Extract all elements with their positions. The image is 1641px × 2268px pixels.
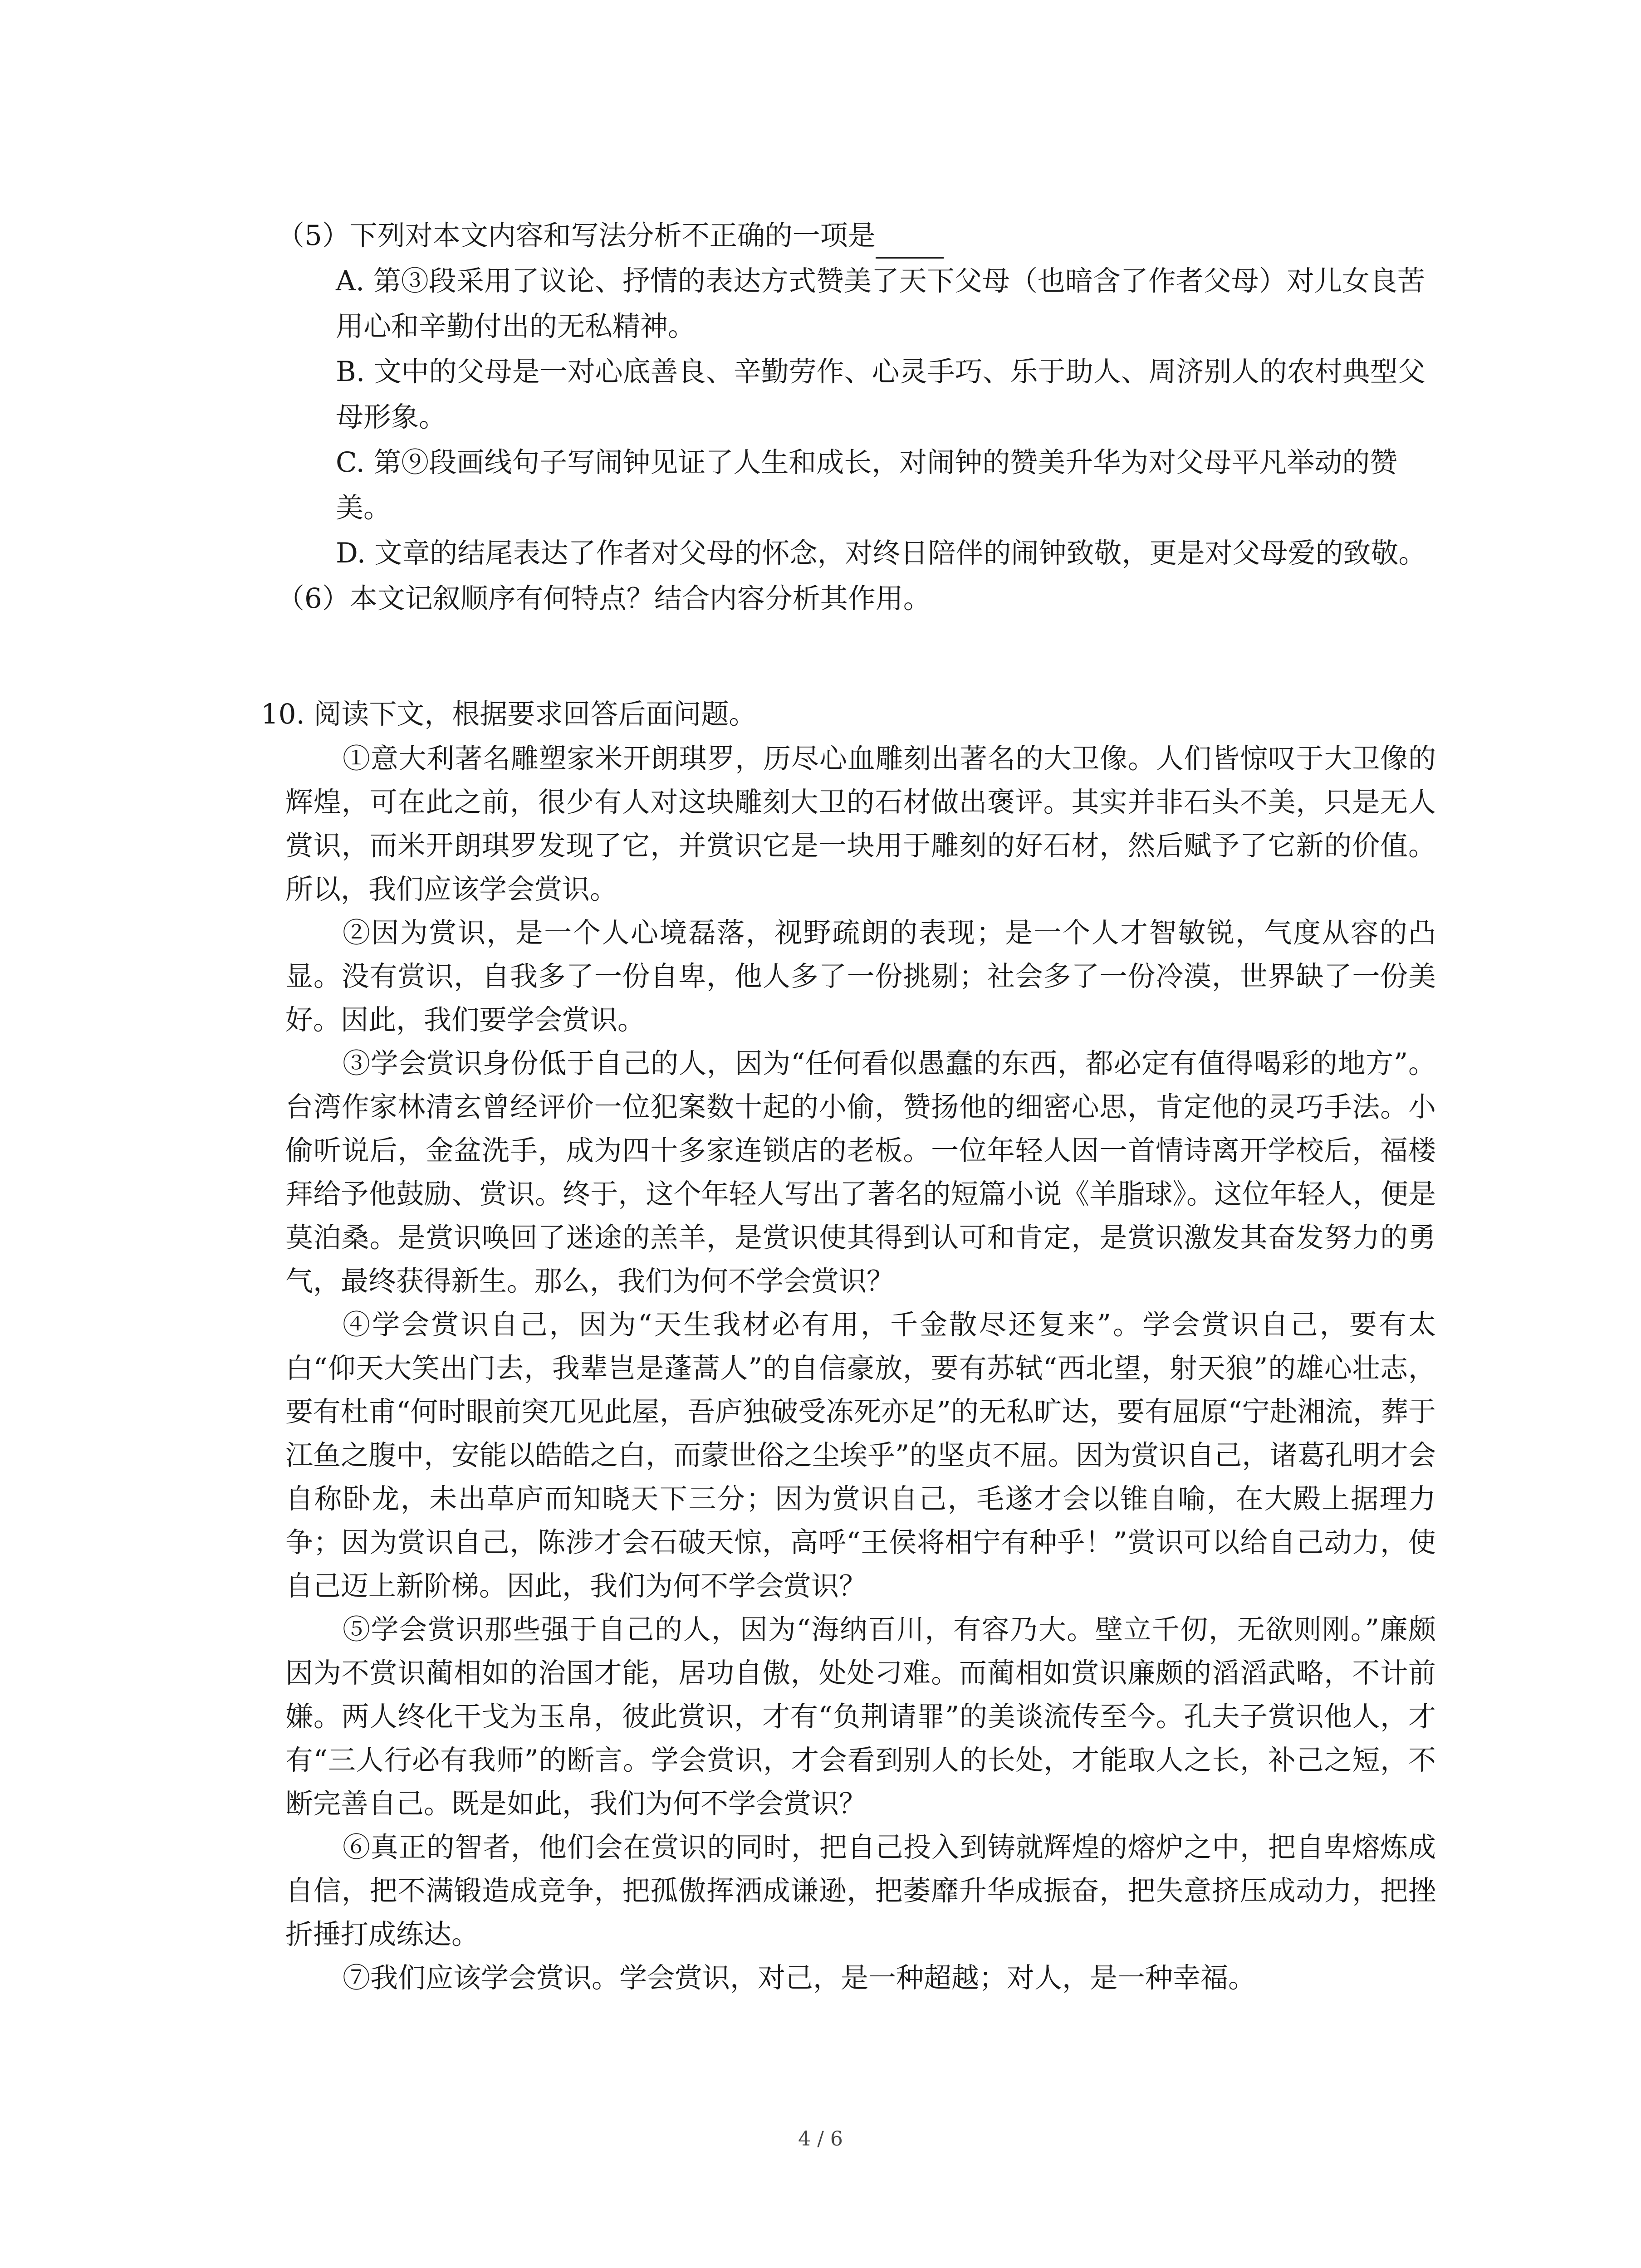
option-c: C. 第⑨段画线句子写闹钟见证了人生和成长，对闹钟的赞美升华为对父母平凡举动的赞美。: [336, 446, 1398, 524]
question-6: （6）本文记叙顺序有何特点？结合内容分析其作用。: [277, 582, 931, 615]
question-10: [261, 692, 1436, 2000]
option-a: A. 第③段采用了议论、抒情的表达方式赞美了天下父母（也暗含了作者父母）对儿女良苦用心和辛勤付出的无私精神。: [336, 265, 1425, 342]
question-5: [277, 213, 1447, 621]
answer-blank: [876, 230, 944, 259]
passage-paragraph-7: ⑦我们应该学会赏识。学会赏识，对己，是一种超越；对人，是一种幸福。: [343, 1962, 1256, 1994]
passage-paragraph-3: ③学会赏识身份低于自己的人，因为“任何看似愚蠢的东西，都必定有值得喝彩的地方”。台湾作家林清玄曾经评价一位犯案数十起的小偷，赞扬他的细密心思，肯定他的灵巧手法。小偷听说后，金盆洗手，成为四十多家连锁店的老板。一位年轻人因一首情诗离开学校后，福楼拜给予他鼓励、赏识。终于，这个年轻人写出了著名的短篇小说《羊脂球》。这位年轻人，便是莫泊桑。是赏识唤回了迷途的羔羊，是赏识使其得到认可和肯定，是赏识激发其奋发努力的勇气，最终获得新生。那么，我们为何不学会赏识？: [285, 1047, 1436, 1297]
question-10-heading: 10. 阅读下文，根据要求回答后面问题。: [261, 698, 757, 730]
passage-paragraph-4: ④学会赏识自己，因为“天生我材必有用，千金散尽还复来”。学会赏识自己，要有太白“仰天大笑出门去，我辈岂是蓬蒿人”的自信豪放，要有苏轼“西北望，射天狼”的雄心壮志，要有杜甫“何时眼前突兀见此屋，吾庐独破受冻死亦足”的无私旷达，要有屈原“宁赴湘流，葬于江鱼之腹中，安能以皓皓之白，而蒙世俗之尘埃乎”的坚贞不屈。因为赏识自己，诸葛孔明才会自称卧龙，未出草庐而知晓天下三分；因为赏识自己，毛遂才会以锥自喻，在大殿上据理力争；因为赏识自己，陈涉才会石破天惊，高呼“王侯将相宁有种乎！”赏识可以给自己动力，使自己迈上新阶梯。因此，我们为何不学会赏识？: [285, 1309, 1436, 1602]
passage-paragraph-5: ⑤学会赏识那些强于自己的人，因为“海纳百川，有容乃大。壁立千仞，无欲则刚。”廉颇因为不赏识蔺相如的治国才能，居功自傲，处处刁难。而蔺相如赏识廉颇的滔滔武略，不计前嫌。两人终化干戈为玉帛，彼此赏识，才有“负荆请罪”的美谈流传至今。孔夫子赏识他人，才有“三人行必有我师”的断言。学会赏识，才会看到别人的长处，才能取人之长，补己之短，不断完善自己。既是如此，我们为何不学会赏识？: [285, 1613, 1436, 1820]
page-number: 4 / 6: [798, 2127, 843, 2151]
option-d: D. 文章的结尾表达了作者对父母的怀念，对终日陪伴的闹钟致敬，更是对父母爱的致敬。: [336, 537, 1426, 569]
passage-paragraph-6: ⑥真正的智者，他们会在赏识的同时，把自己投入到铸就辉煌的熔炉之中，把自卑熔炼成自信，把不满锻造成竞争，把孤傲挥洒成谦逊，把萎靡升华成振奋，把失意挤压成动力，把挫折捶打成练达。: [285, 1831, 1436, 1950]
passage-paragraph-1: ①意大利著名雕塑家米开朗琪罗，历尽心血雕刻出著名的大卫像。人们皆惊叹于大卫像的辉煌，可在此之前，很少有人对这块雕刻大卫的石材做出褒评。其实并非石头不美，只是无人赏识，而米开朗琪罗发现了它，并赏识它是一块用于雕刻的好石材，然后赋予了它新的价值。所以，我们应该学会赏识。: [285, 743, 1436, 905]
passage-paragraph-2: ②因为赏识，是一个人心境磊落，视野疏朗的表现；是一个人才智敏锐，气度从容的凸显。没有赏识，自我多了一份自卑，他人多了一份挑剔；社会多了一份冷漠，世界缺了一份美好。因此，我们要学会赏识。: [285, 917, 1436, 1036]
question-5-stem-text: （5）下列对本文内容和写法分析不正确的一项是: [277, 220, 876, 252]
option-b: B. 文中的父母是一对心底善良、辛勤劳作、心灵手巧、乐于助人、周济别人的农村典型父母形象。: [336, 356, 1425, 433]
question-5-stem: [277, 213, 1447, 259]
